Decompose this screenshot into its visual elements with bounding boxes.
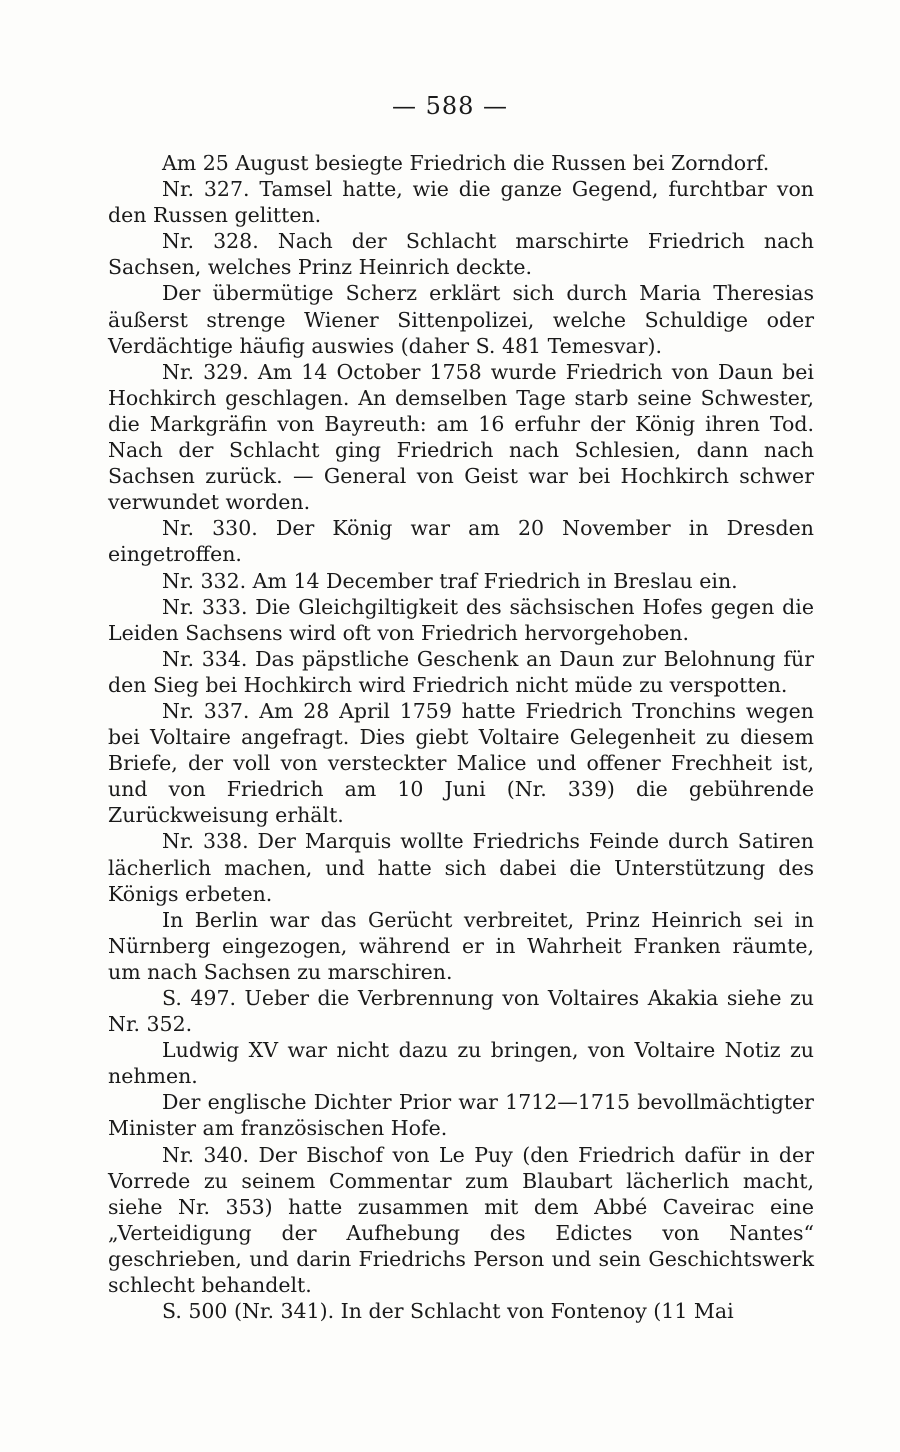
- paragraph: Nr. 327. Tamsel hatte, wie die ganze Gegend, furchtbar von den Russen gelitten.: [108, 177, 814, 228]
- paragraph: Ludwig XV war nicht dazu zu bringen, von Voltaire Notiz zu nehmen.: [108, 1038, 814, 1089]
- paragraph: Der englische Dichter Prior war 1712—1715 bevollmächtigter Minister am französischen Hofe.: [108, 1090, 814, 1141]
- paragraph: Nr. 329. Am 14 October 1758 wurde Friedrich von Daun bei Hochkirch geschlagen. An demselben Tage starb seine Schwester, die Markgräfin von Bayreuth: am 16 erfuhr der König ihren Tod. Nach der Schlacht ging Friedrich nach Schlesien, dann nach Sachsen zurück. — General von Geist war bei Hochkirch schwer verwundet worden.: [108, 359, 814, 515]
- paragraph: Nr. 333. Die Gleichgiltigkeit des sächsischen Hofes gegen die Leiden Sachsens wird oft von Friedrich hervorgehoben.: [108, 594, 814, 645]
- paragraph: Nr. 334. Das päpstliche Geschenk an Daun zur Belohnung für den Sieg bei Hochkirch wird Friedrich nicht müde zu verspotten.: [108, 646, 814, 697]
- paragraph: Nr. 340. Der Bischof von Le Puy (den Friedrich dafür in der Vorrede zu seinem Commentar zum Blaubart lächerlich macht, siehe Nr. 353) hatte zusammen mit dem Abbé Caveirac eine „Verteidigung der Aufhebung des Edictes von Nantes“ geschrieben, und darin Friedrichs Person und sein Geschichtswerk schlecht behandelt.: [108, 1142, 814, 1298]
- paragraph: Nr. 332. Am 14 December traf Friedrich in Breslau ein.: [162, 568, 738, 593]
- paragraph: Nr. 337. Am 28 April 1759 hatte Friedrich Tronchins wegen bei Voltaire angefragt. Dies giebt Voltaire Gelegenheit zu diesem Briefe, der voll von versteckter Malice und offener Frechheit ist, und von Friedrich am 10 Juni (Nr. 339) die gebührende Zurückweisung erhält.: [108, 698, 814, 828]
- paragraph: Der übermütige Scherz erklärt sich durch Maria Theresias äußerst strenge Wiener Sittenpolizei, welche Schuldige oder Verdächtige häufig auswies (daher S. 481 Temesvar).: [108, 281, 814, 358]
- paragraph: Nr. 330. Der König war am 20 November in Dresden eingetroffen.: [108, 516, 814, 567]
- paragraph: Am 25 August besiegte Friedrich die Russen bei Zorndorf.: [162, 151, 770, 175]
- paragraph: S. 497. Ueber die Verbrennung von Voltaires Akakia siehe zu Nr. 352.: [108, 986, 814, 1037]
- paragraph: Nr. 338. Der Marquis wollte Friedrichs Feinde durch Satiren lächerlich machen, und hatte sich dabei die Unterstützung des Königs erbeten.: [108, 829, 814, 906]
- page-body: [108, 150, 814, 1324]
- paragraph: In Berlin war das Gerücht verbreitet, Prinz Heinrich sei in Nürnberg eingezogen, während er in Wahrheit Franken räumte, um nach Sachsen zu marschiren.: [108, 907, 814, 984]
- paragraph: S. 500 (Nr. 341). In der Schlacht von Fontenoy (11 Mai: [162, 1299, 734, 1324]
- paragraph: Nr. 328. Nach der Schlacht marschirte Friedrich nach Sachsen, welches Prinz Heinrich deckte.: [108, 229, 814, 280]
- page-number: — 588 —: [391, 92, 509, 120]
